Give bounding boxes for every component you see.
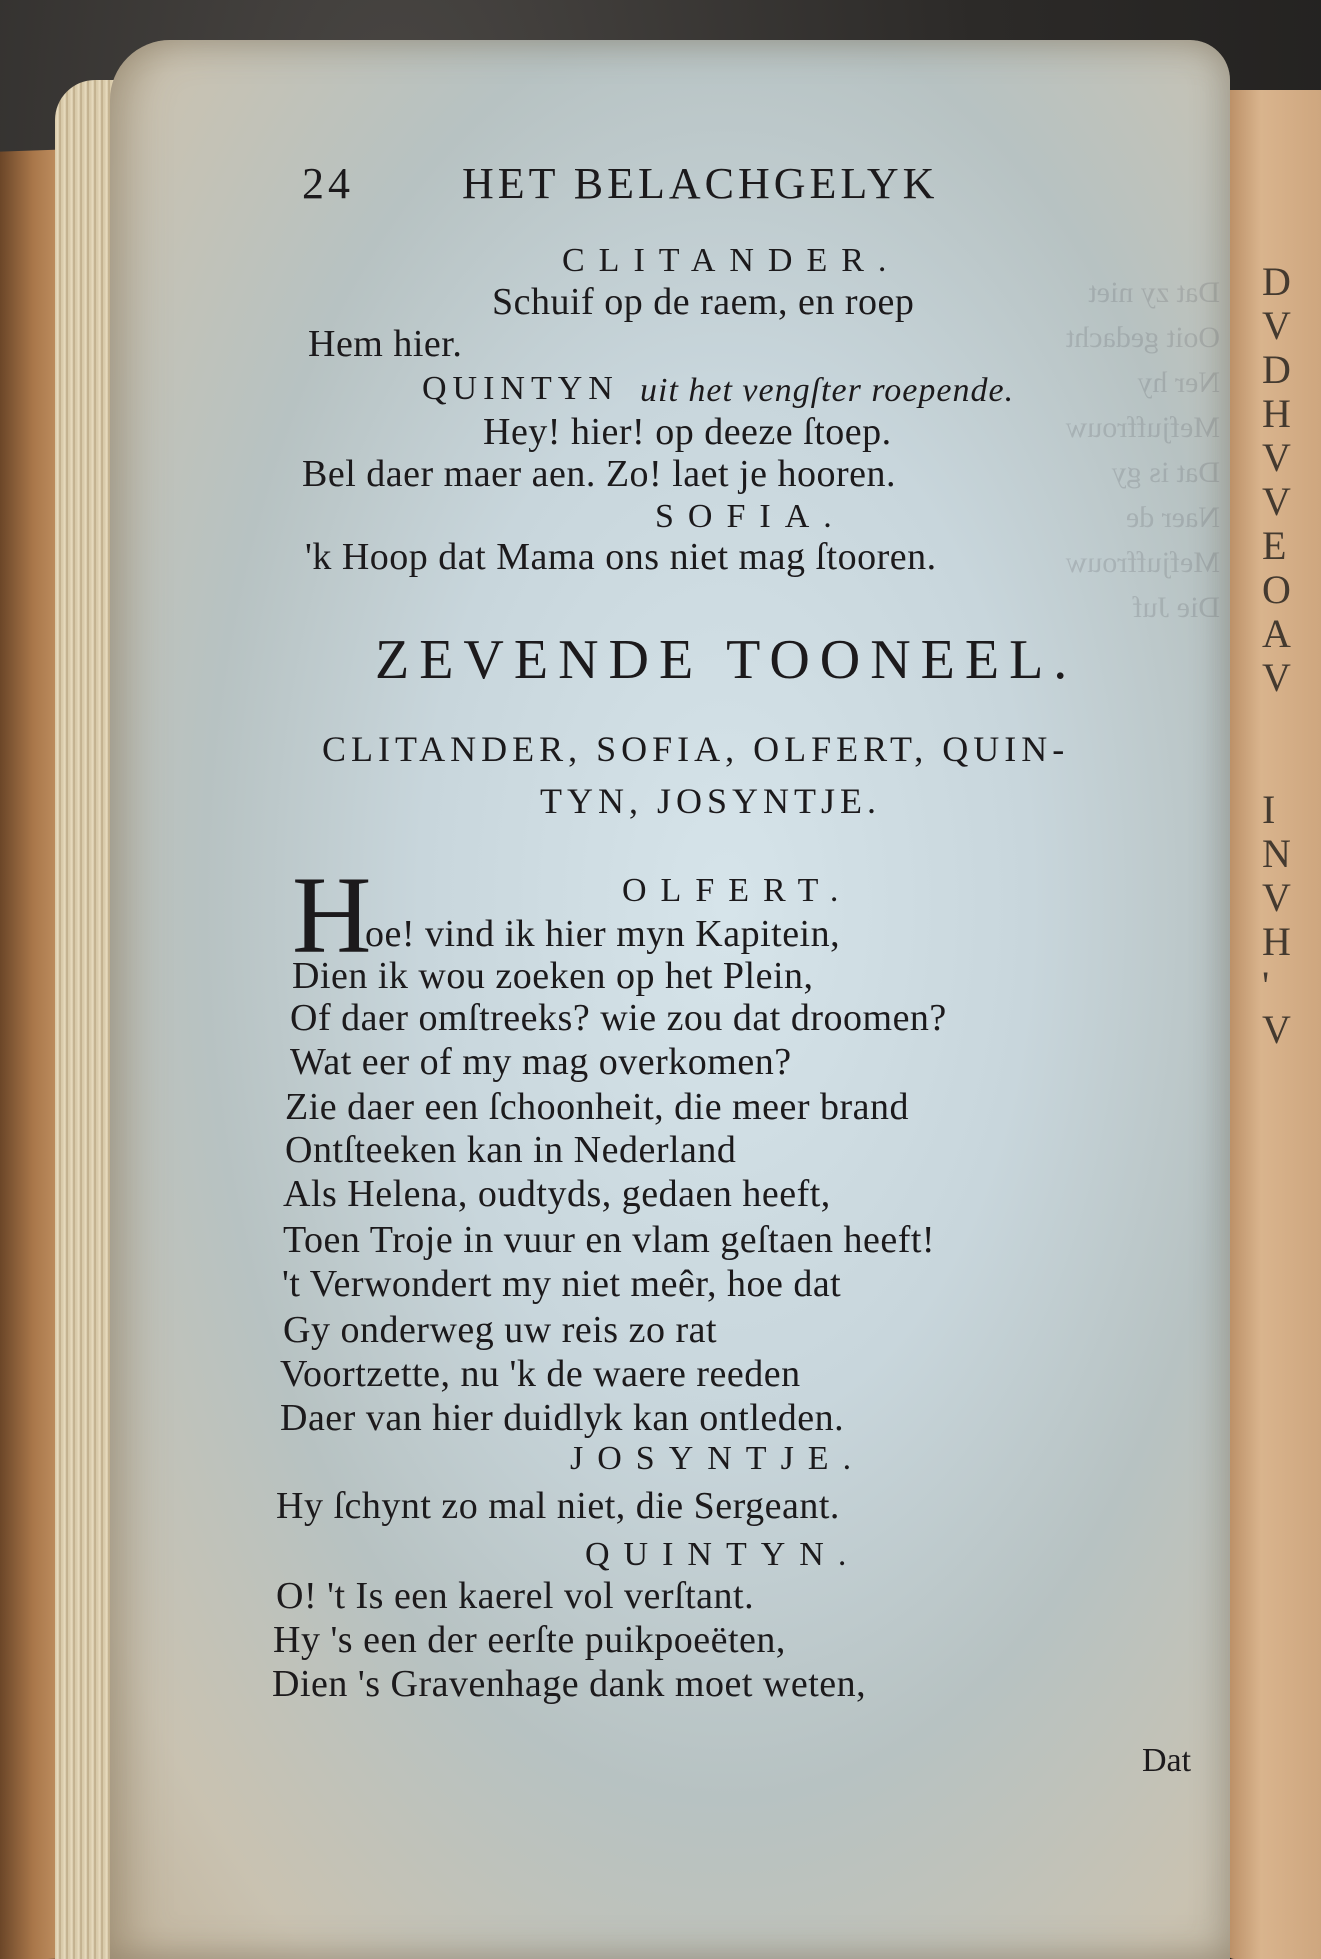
verse-line: Wat eer of my mag overkomen? [290,1041,792,1083]
facing-page-letter: V [1262,655,1291,700]
ink-bleed-through: Dat zy niet Ooit gedacht Ner hy Mefjuffrouw Dat is gy Naer de Mefjuffrouw Die Juf [1065,276,1220,624]
verse-line: O! 't Is een kaerel vol verſtant. [276,1575,755,1617]
facing-page-letter: V [1262,875,1291,920]
verse-line: Voortzette, nu 'k de waere reeden [280,1353,801,1395]
facing-page-letter: V [1262,435,1291,480]
verse-line: Dien ik wou zoeken op het Plein, [292,955,814,997]
speaker-josyntje: JOSYNTJE. [570,1440,866,1477]
facing-page-letter: E [1262,523,1287,568]
facing-page-letter: V [1262,1007,1291,1052]
facing-page-letter: V [1262,479,1291,524]
facing-page-letter: H [1262,391,1291,436]
speaker-clitander: CLITANDER. [562,242,901,279]
facing-page-letter: V [1262,303,1291,348]
verse-line: Zie daer een ſchoonheit, die meer brand [285,1086,910,1128]
facing-page-letter: D [1262,347,1291,392]
facing-page-letter: O [1262,567,1291,612]
cast-list-line: TYN, JOSYNTJE. [540,781,882,821]
verse-line: Als Helena, oudtyds, gedaen heeft, [283,1173,831,1215]
facing-page-letter: A [1262,611,1291,656]
verse-line: Hey! hier! op deeze ſtoep. [483,411,892,453]
stage-direction: uit het vengſter roepende. [640,372,1015,409]
facing-page-letter: N [1262,831,1291,876]
verse-line: Schuif op de raem, en roep [492,281,915,323]
scene-title: ZEVENDE TOONEEL. [375,629,1078,691]
verse-line: Hem hier. [308,323,463,365]
verse-line: Bel daer maer aen. Zo! laet je hooren. [302,453,896,495]
speaker-quintyn: QUINTYN [422,370,619,407]
facing-page-letter: I [1262,787,1276,832]
cast-list-line: CLITANDER, SOFIA, OLFERT, QUIN- [322,729,1070,769]
verse-line: oe! vind ik hier myn Kapitein, [365,913,841,955]
verse-line: Toen Troje in vuur en vlam geſtaen heeft! [283,1219,936,1261]
running-title: HET BELACHGELYK [462,159,939,208]
speaker-olfert: OLFERT. [622,872,853,909]
facing-page-letter: D [1262,259,1291,304]
verse-line: Dien 's Gravenhage dank moet weten, [272,1663,867,1705]
facing-page-letter: ' [1262,963,1270,1008]
verse-line: Hy 's een der eerſte puikpoeëten, [273,1619,786,1661]
speaker-sofia: SOFIA. [655,498,846,535]
drop-cap: H [292,854,372,976]
verse-line: 'k Hoop dat Mama ons niet mag ſtooren. [305,536,937,578]
verse-line: Ontſteeken kan in Nederland [285,1129,737,1171]
verse-line: 't Verwondert my niet meêr, hoe dat [282,1263,842,1305]
verse-line: Gy onderweg uw reis zo rat [283,1309,718,1351]
page-number: 24 [302,159,354,208]
verse-line: Hy ſchynt zo mal niet, die Sergeant. [276,1485,840,1527]
verse-line: Daer van hier duidlyk kan ontleden. [280,1397,845,1439]
facing-page-letter: H [1262,919,1291,964]
speaker-quintyn-2: QUINTYN. [585,1536,861,1573]
catchword: Dat [1142,1742,1192,1779]
verse-line: Of daer omſtreeks? wie zou dat droomen? [290,997,947,1039]
